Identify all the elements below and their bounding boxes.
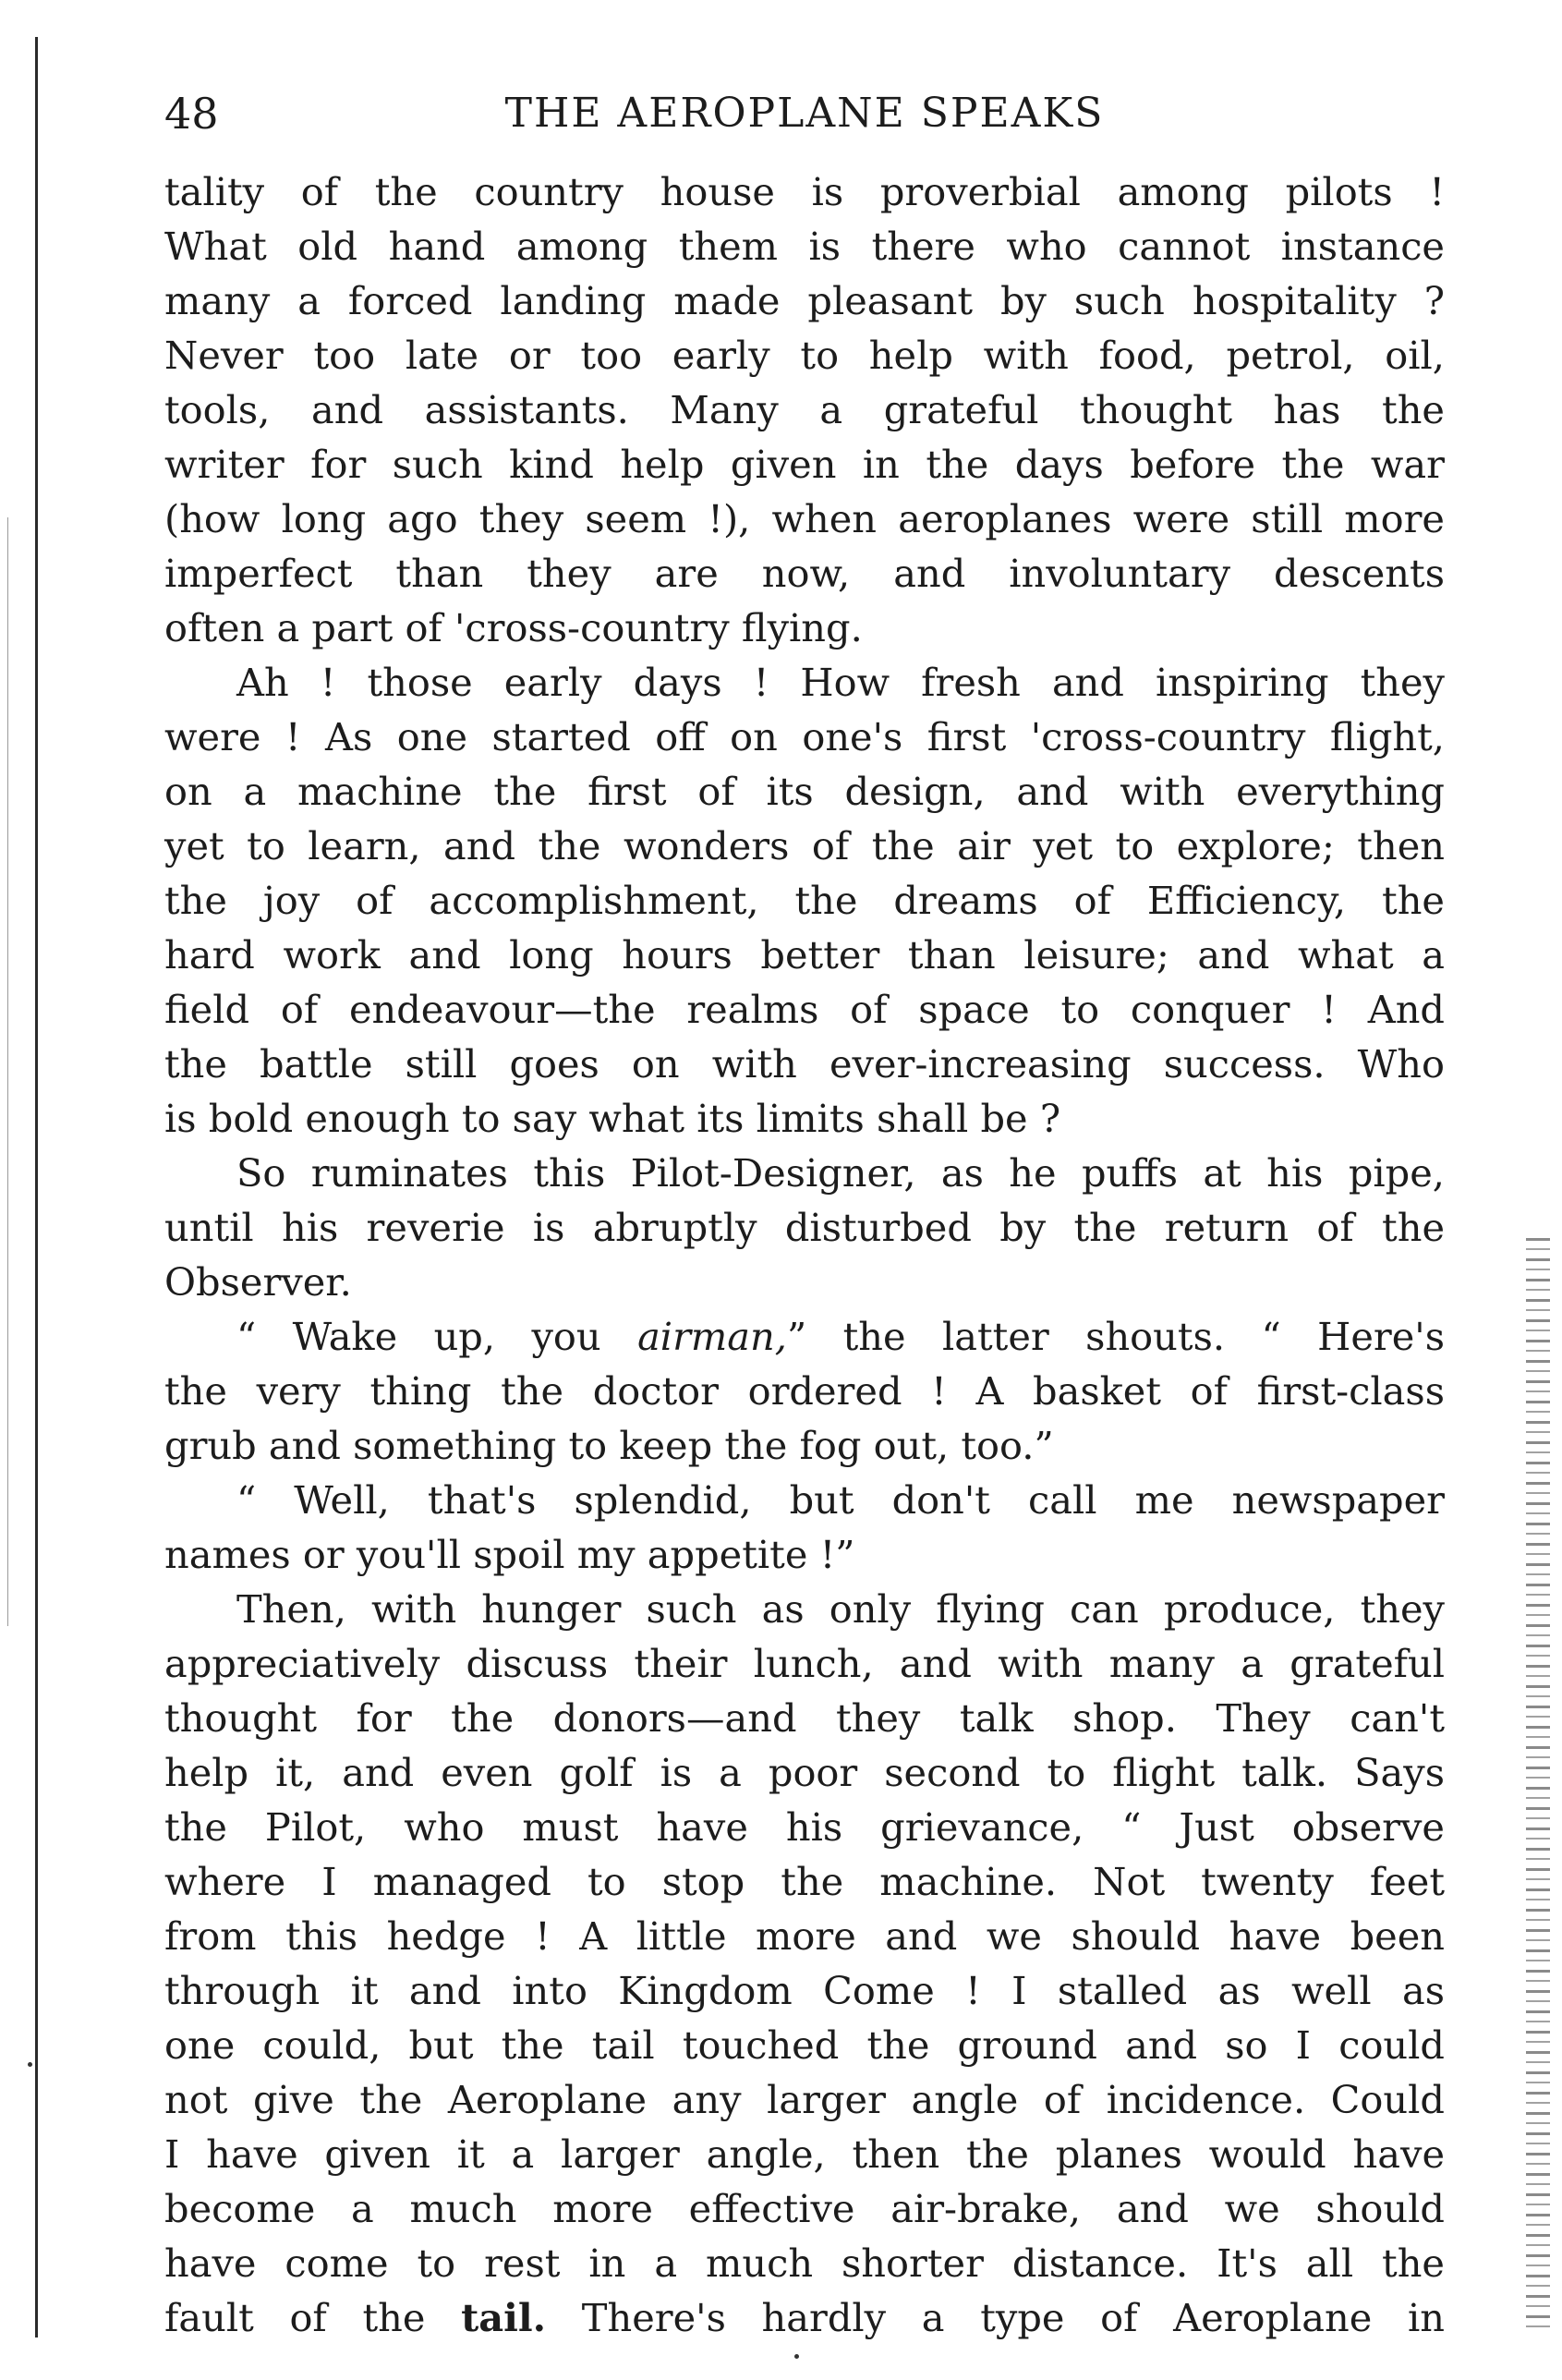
text-line: often a part of 'cross-country flying.	[164, 605, 863, 650]
line-segment: “ Wake up, you	[236, 1314, 638, 1359]
line-segment: fault of the	[164, 2295, 462, 2340]
scan-speck	[28, 2062, 32, 2067]
text-line: the very thing the doctor ordered ! A basket of first-class	[164, 1368, 1445, 1414]
text-line: “ Well, that's splendid, but don't call me newspaper	[236, 1477, 1445, 1523]
text-line: not give the Aeroplane any larger angle of incidence. Could	[164, 2077, 1445, 2122]
text-line: Observer.	[164, 1259, 352, 1305]
text-line: the Pilot, who must have his grievance, “ Just observe	[164, 1804, 1445, 1850]
text-line: yet to learn, and the wonders of the air yet to explore; then	[164, 823, 1445, 868]
text-line: were ! As one started off on one's first 'cross-country flight,	[164, 714, 1445, 759]
text-line: names or you'll spoil my appetite !”	[164, 1532, 855, 1577]
page-number: 48	[164, 89, 219, 139]
text-line: have come to rest in a much shorter distance. It's all the	[164, 2240, 1445, 2286]
text-line: appreciatively discuss their lunch, and with many a grateful	[164, 1641, 1445, 1686]
text-line: on a machine the first of its design, and with everything	[164, 769, 1445, 814]
text-line: hard work and long hours better than leisure; and what a	[164, 932, 1445, 978]
text-line: Ah ! those early days ! How fresh and inspiring they	[236, 660, 1445, 705]
text-line	[164, 2290, 1445, 2345]
text-line: imperfect than they are now, and involuntary descents	[164, 551, 1445, 596]
text-line: So ruminates this Pilot-Designer, as he puffs at his pipe,	[236, 1150, 1445, 1196]
text-line: Never too late or too early to help with food, petrol, oil,	[164, 333, 1445, 378]
text-line: the joy of accomplishment, the dreams of Efficiency, the	[164, 878, 1445, 923]
page-header	[164, 81, 1445, 146]
text-line: thought for the donors—and they talk shop. They can't	[164, 1695, 1445, 1741]
italic-word: airman,	[637, 1314, 787, 1359]
text-line: What old hand among them is there who cannot instance	[164, 224, 1445, 269]
scan-faint-line	[7, 517, 8, 1626]
scan-binding-line	[35, 37, 38, 2338]
text-line: from this hedge ! A little more and we should have been	[164, 1913, 1445, 1959]
text-line: is bold enough to say what its limits shall be ?	[164, 1096, 1061, 1141]
body-text	[164, 164, 1445, 2345]
running-title: THE AEROPLANE SPEAKS	[504, 90, 1105, 137]
text-line: become a much more effective air-brake, and we should	[164, 2186, 1445, 2231]
text-line: many a forced landing made pleasant by such hospitality ?	[164, 278, 1445, 323]
scan-edge-noise	[1526, 1238, 1550, 2328]
text-line: through it and into Kingdom Come ! I stalled as well as	[164, 1968, 1445, 2013]
line-segment: ” the latter shouts. “ Here's	[786, 1314, 1445, 1359]
text-line: tality of the country house is proverbial among pilots !	[164, 169, 1445, 214]
line-segment: There's hardly a type of Aeroplane in	[546, 2295, 1446, 2340]
text-line: where I managed to stop the machine. Not twenty feet	[164, 1859, 1445, 1904]
text-line: writer for such kind help given in the days before the war	[164, 442, 1445, 487]
scan-speck	[794, 2354, 799, 2359]
text-line: grub and something to keep the fog out, too.”	[164, 1423, 1054, 1468]
text-line: one could, but the tail touched the ground and so I could	[164, 2022, 1445, 2068]
text-line: Then, with hunger such as only flying can produce, they	[236, 1586, 1445, 1632]
text-line	[164, 1309, 1445, 1364]
text-line: (how long ago they seem !), when aeroplanes were still more	[164, 496, 1445, 541]
text-line: the battle still goes on with ever-increasing success. Who	[164, 1041, 1445, 1087]
text-line: until his reverie is abruptly disturbed by the return of the	[164, 1205, 1445, 1250]
bold-word: tail.	[461, 2295, 547, 2340]
text-line: tools, and assistants. Many a grateful thought has the	[164, 387, 1445, 432]
text-line: field of endeavour—the realms of space to conquer ! And	[164, 987, 1445, 1032]
text-line: help it, and even golf is a poor second to flight talk. Says	[164, 1750, 1445, 1795]
text-line: I have given it a larger angle, then the planes would have	[164, 2131, 1445, 2177]
